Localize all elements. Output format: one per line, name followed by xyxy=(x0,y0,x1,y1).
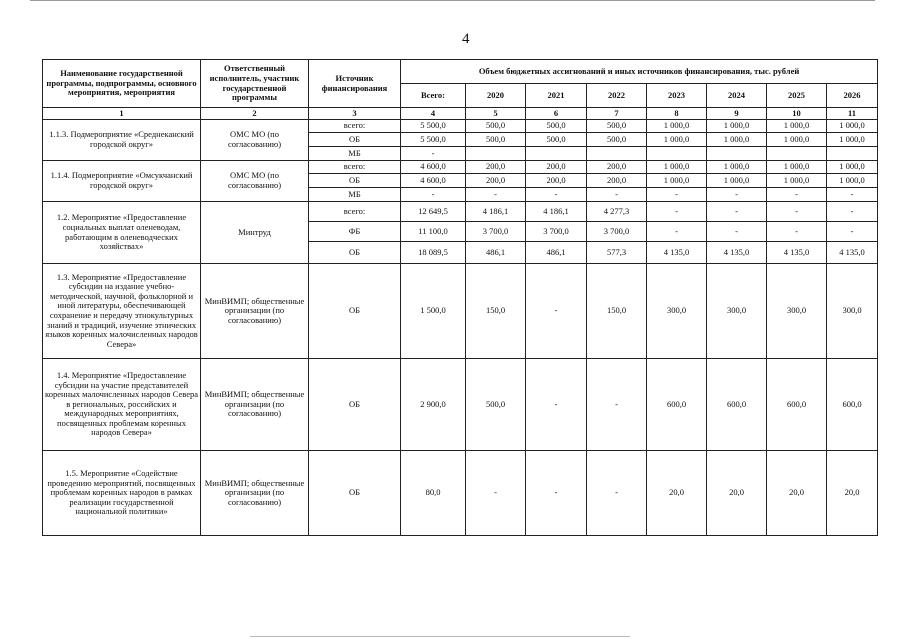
header-volume: Объем бюджетных ассигнований и иных источников финансирования, тыс. рублей xyxy=(401,60,878,84)
total-value: 18 089,5 xyxy=(401,242,466,264)
year-value: 1 000,0 xyxy=(647,133,707,147)
measure-name: 1.4. Мероприятие «Предоставление субсидии на участие представителей коренных малочисленных народов Севера в региональных, российских и международных мероприятиях, посвященных проблемам коренных народов Севера» xyxy=(43,359,201,451)
year-value: 200,0 xyxy=(587,161,647,174)
funding-source: ОБ xyxy=(309,359,401,451)
responsible-executor: ОМС МО (по согласованию) xyxy=(201,120,309,161)
budget-table xyxy=(42,59,878,536)
year-value: 1 000,0 xyxy=(707,174,767,188)
year-value: - xyxy=(587,188,647,202)
page-number: 4 xyxy=(462,31,470,47)
funding-source: всего: xyxy=(309,202,401,222)
year-value: - xyxy=(767,188,827,202)
year-value: - xyxy=(587,451,647,536)
year-value: 300,0 xyxy=(767,264,827,359)
funding-source: всего: xyxy=(309,161,401,174)
year-value: - xyxy=(526,188,587,202)
year-value: - xyxy=(526,264,587,359)
year-value: 1 000,0 xyxy=(707,161,767,174)
responsible-executor: Минтруд xyxy=(201,202,309,264)
header-row xyxy=(43,60,878,84)
year-value: 4 135,0 xyxy=(647,242,707,264)
year-value: - xyxy=(707,202,767,222)
year-value: 1 000,0 xyxy=(767,174,827,188)
year-value: 20,0 xyxy=(827,451,878,536)
year-value: 20,0 xyxy=(647,451,707,536)
total-value: 12 649,5 xyxy=(401,202,466,222)
total-value: 2 900,0 xyxy=(401,359,466,451)
top-rule xyxy=(30,0,875,1)
year-value: 1 000,0 xyxy=(707,120,767,133)
year-value: - xyxy=(587,359,647,451)
year-value: 500,0 xyxy=(526,120,587,133)
total-value: 4 600,0 xyxy=(401,174,466,188)
year-value: 150,0 xyxy=(466,264,526,359)
year-value: 300,0 xyxy=(707,264,767,359)
year-value: 577,3 xyxy=(587,242,647,264)
header-name: Наименование государственной программы, подпрограммы, основного мероприятия, мероприятия xyxy=(43,60,201,108)
year-value: 4 186,1 xyxy=(526,202,587,222)
total-value: 5 500,0 xyxy=(401,133,466,147)
year-value: - xyxy=(827,222,878,242)
year-value: - xyxy=(647,188,707,202)
year-value: 1 000,0 xyxy=(767,133,827,147)
table-row xyxy=(43,161,878,174)
year-value: 300,0 xyxy=(647,264,707,359)
responsible-executor: ОМС МО (по согласованию) xyxy=(201,161,309,202)
column-number: 2 xyxy=(201,108,309,120)
total-value: 11 100,0 xyxy=(401,222,466,242)
header-year: 2020 xyxy=(466,84,526,108)
year-value: 486,1 xyxy=(466,242,526,264)
year-value: 1 000,0 xyxy=(767,161,827,174)
year-value: 1 000,0 xyxy=(647,174,707,188)
year-value: 3 700,0 xyxy=(466,222,526,242)
year-value: - xyxy=(647,202,707,222)
year-value: 300,0 xyxy=(827,264,878,359)
header-year: 2025 xyxy=(767,84,827,108)
year-value: 500,0 xyxy=(587,120,647,133)
funding-source: ОБ xyxy=(309,133,401,147)
table-row xyxy=(43,120,878,133)
year-value: 500,0 xyxy=(466,120,526,133)
year-value: 3 700,0 xyxy=(526,222,587,242)
header-year: 2026 xyxy=(827,84,878,108)
total-value: 5 500,0 xyxy=(401,120,466,133)
header-year: 2022 xyxy=(587,84,647,108)
year-value: - xyxy=(707,188,767,202)
year-value: 200,0 xyxy=(466,161,526,174)
total-value: - xyxy=(401,188,466,202)
year-value: 1 000,0 xyxy=(707,133,767,147)
year-value: 1 000,0 xyxy=(647,120,707,133)
year-value: 200,0 xyxy=(526,161,587,174)
column-number: 11 xyxy=(827,108,878,120)
column-number: 7 xyxy=(587,108,647,120)
table-row xyxy=(43,202,878,222)
year-value: - xyxy=(827,188,878,202)
measure-name: 1.3. Мероприятие «Предоставление субсидии на издание учебно-методической, научной, фольклорной и иной литературы, обеспечивающей сохранение и передачу этнокультурных знаний и традиций, изучение этнических языков коренных малочисленных народов Севера» xyxy=(43,264,201,359)
year-value: 3 700,0 xyxy=(587,222,647,242)
funding-source: ОБ xyxy=(309,174,401,188)
year-value: - xyxy=(466,188,526,202)
year-value xyxy=(466,147,526,161)
year-value xyxy=(767,147,827,161)
table-row xyxy=(43,451,878,536)
year-value: - xyxy=(647,222,707,242)
column-number: 3 xyxy=(309,108,401,120)
year-value: 200,0 xyxy=(466,174,526,188)
year-value: 1 000,0 xyxy=(647,161,707,174)
table-row xyxy=(43,359,878,451)
year-value xyxy=(647,147,707,161)
year-value xyxy=(587,147,647,161)
year-value: 4 135,0 xyxy=(767,242,827,264)
funding-source: ФБ xyxy=(309,222,401,242)
header-year: 2024 xyxy=(707,84,767,108)
year-value: 500,0 xyxy=(587,133,647,147)
year-value: - xyxy=(767,202,827,222)
responsible-executor: МинВИМП; общественные организации (по согласованию) xyxy=(201,264,309,359)
year-value: 1 000,0 xyxy=(827,174,878,188)
year-value: 4 135,0 xyxy=(707,242,767,264)
year-value: 500,0 xyxy=(526,133,587,147)
year-value: 4 135,0 xyxy=(827,242,878,264)
column-number-row xyxy=(43,108,878,120)
header-year: 2021 xyxy=(526,84,587,108)
measure-name: 1.1.3. Подмероприятие «Среднеканский городской округ» xyxy=(43,120,201,161)
year-value: 600,0 xyxy=(767,359,827,451)
year-value: - xyxy=(526,359,587,451)
responsible-executor: МинВИМП; общественные организации (по согласованию) xyxy=(201,359,309,451)
year-value: - xyxy=(767,222,827,242)
column-number: 5 xyxy=(466,108,526,120)
funding-source: ОБ xyxy=(309,264,401,359)
year-value: 1 000,0 xyxy=(827,133,878,147)
column-number: 10 xyxy=(767,108,827,120)
column-number: 6 xyxy=(526,108,587,120)
year-value: - xyxy=(466,451,526,536)
funding-source: ОБ xyxy=(309,242,401,264)
column-number: 8 xyxy=(647,108,707,120)
total-value: - xyxy=(401,147,466,161)
year-value: 1 000,0 xyxy=(767,120,827,133)
year-value: - xyxy=(827,202,878,222)
year-value: 1 000,0 xyxy=(827,161,878,174)
header-year: 2023 xyxy=(647,84,707,108)
measure-name: 1.5. Мероприятие «Содействие проведению мероприятий, посвященных проблемам коренных народов в рамках реализации государственной национальной политики» xyxy=(43,451,201,536)
year-value: 20,0 xyxy=(707,451,767,536)
year-value: 200,0 xyxy=(587,174,647,188)
year-value: 600,0 xyxy=(707,359,767,451)
header-source: Источник финансирования xyxy=(309,60,401,108)
column-number: 4 xyxy=(401,108,466,120)
total-value: 80,0 xyxy=(401,451,466,536)
funding-source: МБ xyxy=(309,188,401,202)
year-value xyxy=(526,147,587,161)
funding-source: МБ xyxy=(309,147,401,161)
year-value: 500,0 xyxy=(466,359,526,451)
year-value: 4 186,1 xyxy=(466,202,526,222)
bottom-rule xyxy=(250,636,630,637)
responsible-executor: МинВИМП; общественные организации (по согласованию) xyxy=(201,451,309,536)
funding-source: ОБ xyxy=(309,451,401,536)
measure-name: 1.2. Мероприятие «Предоставление социальных выплат оленеводам, работающим в оленеводческих хозяйствах» xyxy=(43,202,201,264)
year-value: - xyxy=(526,451,587,536)
header-year: Всего: xyxy=(401,84,466,108)
year-value: 600,0 xyxy=(647,359,707,451)
funding-source: всего: xyxy=(309,120,401,133)
measure-name: 1.1.4. Подмероприятие «Омсукчанский городской округ» xyxy=(43,161,201,202)
year-value: 4 277,3 xyxy=(587,202,647,222)
year-value: 20,0 xyxy=(767,451,827,536)
year-value: 486,1 xyxy=(526,242,587,264)
year-value: 200,0 xyxy=(526,174,587,188)
year-value: 1 000,0 xyxy=(827,120,878,133)
year-value: - xyxy=(707,222,767,242)
year-value: 600,0 xyxy=(827,359,878,451)
column-number: 1 xyxy=(43,108,201,120)
year-value: 150,0 xyxy=(587,264,647,359)
header-responsible: Ответственный исполнитель, участник государственной программы xyxy=(201,60,309,108)
year-value xyxy=(827,147,878,161)
year-value: 500,0 xyxy=(466,133,526,147)
total-value: 1 500,0 xyxy=(401,264,466,359)
year-value xyxy=(707,147,767,161)
column-number: 9 xyxy=(707,108,767,120)
table-row xyxy=(43,264,878,359)
total-value: 4 600,0 xyxy=(401,161,466,174)
